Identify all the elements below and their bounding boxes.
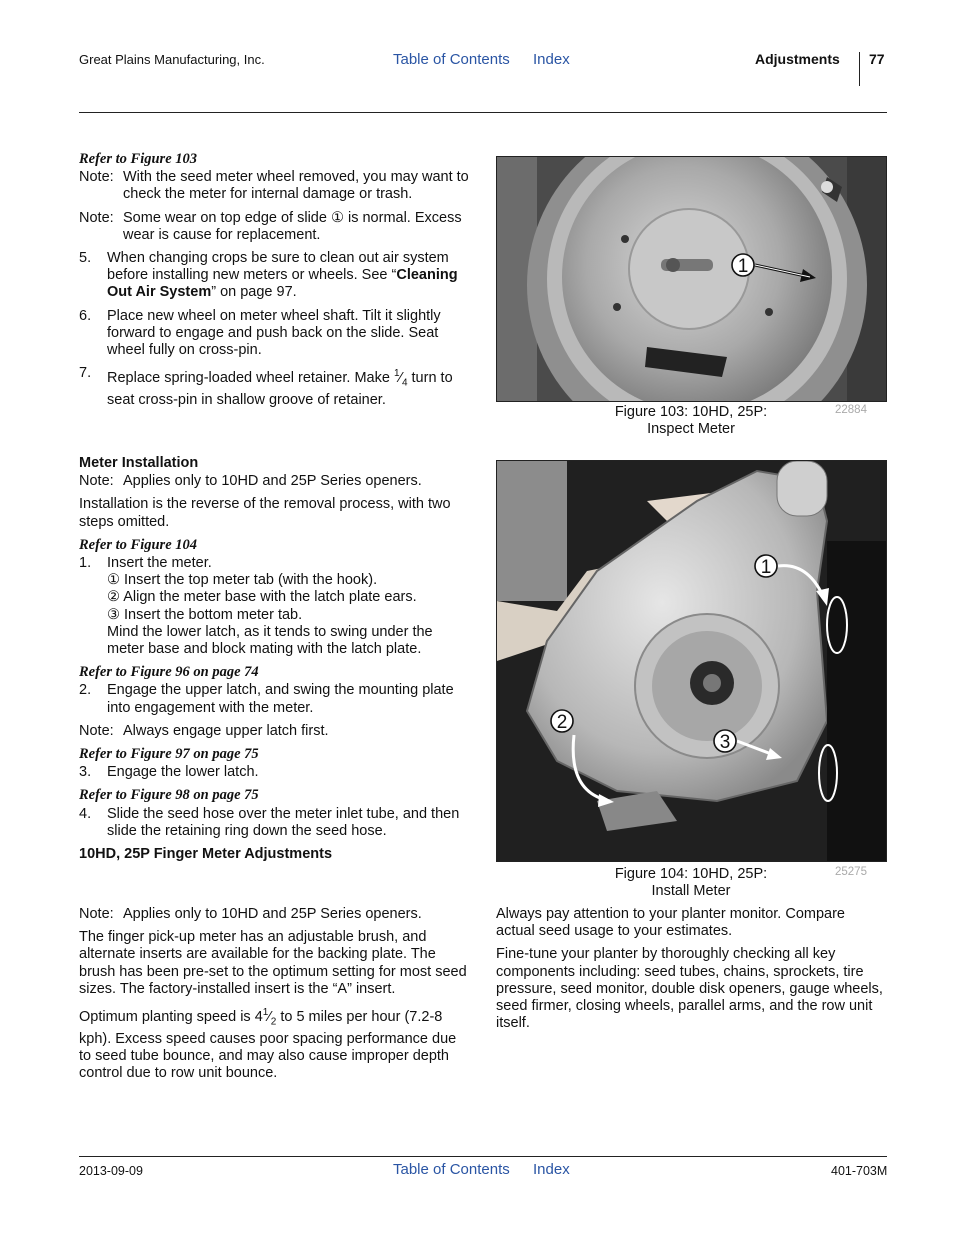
step-text: Insert the meter. (107, 555, 212, 572)
footer-index-link[interactable]: Index (533, 1161, 570, 1178)
note-text: Applies only to 10HD and 25P Series openers. (123, 473, 422, 490)
step-7 (79, 365, 469, 409)
footer-date: 2013-09-09 (79, 1164, 143, 1178)
callout-2-label: 2 (556, 712, 568, 733)
step-text: Slide the seed hose over the meter inlet tube, and then slide the retaining ring down the seed hose. (107, 805, 460, 839)
step-number: 5. (79, 250, 92, 267)
note-label: Note: (79, 473, 114, 490)
caption-line-2: Install Meter (651, 883, 731, 899)
paragraph-speed: Optimum planting speed is $4^1⁄_2$ to 5 miles per hour (7.2-8 kph). Excess speed causes poor spacing performance due to seed tube bounce, and may also cause improper depth control due to row unit bounce. (79, 1007, 457, 1082)
speed-text-b: to 5 miles per hour (7.2-8 kph). Excess speed causes poor spacing performance due to seed tube bounce, and may also cause improper depth control due to row unit bounce. (79, 1008, 457, 1082)
paragraph-fine-tune: Fine-tune your planter by thoroughly checking all key components including: seed tubes, chains, sprockets, tire pressure, seed monitor, double disk openers, gauge wheels, seed firmer, closing wheels, parallel arms, and the row unit itself. (496, 946, 883, 1032)
step-body (107, 555, 469, 658)
step-text (107, 250, 469, 302)
substep-1: ① Insert the top meter tab (with the hook). (107, 572, 378, 589)
step-number: 7. (79, 365, 92, 382)
note-meter-check (79, 169, 469, 203)
note-text: Always engage upper latch first. (123, 722, 329, 739)
cross-reference: Cleaning Out Air System (107, 267, 458, 301)
left-column-bottom (79, 906, 469, 1089)
figure-103-caption (560, 404, 822, 438)
caption-line-1: Figure 103: 10HD, 25P: (614, 404, 768, 420)
substep-2: ② Align the meter base with the latch plate ears. (107, 589, 417, 606)
document-number: 401-703M (831, 1164, 888, 1178)
ref-figure-96: Refer to Figure 96 on page 74 (79, 664, 259, 681)
index-link[interactable]: Index (533, 51, 570, 68)
tab-1-highlight (827, 597, 847, 653)
step-text-b: turn to seat cross-pin in shallow groove of retainer. (107, 370, 453, 409)
right-column-text (496, 906, 886, 1038)
paragraph-reverse: Installation is the reverse of the removal process, with two steps omitted. (79, 496, 451, 530)
note-label: Note: (79, 722, 114, 739)
note-slide-wear (79, 210, 469, 244)
note-applies (79, 473, 469, 490)
ref-figure-104: Refer to Figure 104 (79, 536, 198, 553)
note-label: Note: (79, 906, 114, 922)
note-text: Some wear on top edge of slide ① is normal. Excess wear is cause for replacement. (123, 209, 462, 243)
step-6 (79, 308, 469, 360)
fraction-numerator: 1 (262, 1007, 269, 1019)
ref-figure-98: Refer to Figure 98 on page 75 (79, 787, 259, 804)
speed-text-a: Optimum planting speed is 4 (79, 1008, 263, 1025)
note-text: Applies only to 10HD and 25P Series openers. (123, 906, 422, 922)
caption-line-2: Inspect Meter (647, 421, 735, 437)
paragraph-finger-meter: The finger pick-up meter has an adjustable brush, and alternate inserts are available for the backing plate. The brush has been pre-set to the optimum setting for most seed sizes. The factory-installed insert is the “A” insert. (79, 929, 467, 997)
step-number: 4. (79, 805, 92, 822)
caption-line-1: Figure 104: 10HD, 25P: (614, 866, 768, 882)
step-5 (79, 250, 469, 302)
figure-104-caption (560, 866, 822, 900)
footer-rule (79, 1156, 887, 1157)
fraction-denominator: 4 (401, 377, 408, 389)
footer-toc-link[interactable]: Table of Contents (393, 1161, 510, 1178)
step-number: 3. (79, 764, 92, 781)
step-number: 2. (79, 682, 92, 699)
section-title: Adjustments (755, 51, 840, 67)
step-text-a: Replace spring-loaded wheel retainer. Make (107, 370, 394, 387)
fraction-numerator: 1 (393, 368, 400, 380)
figure-103-number: 22884 (835, 404, 867, 416)
step-number: 1. (79, 555, 92, 572)
note-text: With the seed meter wheel removed, you may want to check the meter for internal damage or trash. (123, 169, 469, 203)
callout-3-label: 3 (719, 732, 731, 753)
substep-3: ③ Insert the bottom meter tab. (107, 606, 303, 623)
install-step-2 (79, 682, 469, 716)
step-number: 6. (79, 307, 92, 324)
ref-figure-103: Refer to Figure 103 (79, 151, 198, 167)
step-text: Replace spring-loaded wheel retainer. Make $^1⁄_4$ turn to seat cross-pin in shallow groove of retainer. (107, 368, 453, 409)
step-text: Engage the upper latch, and swing the mounting plate into engagement with the meter. (107, 682, 454, 716)
step-text-c: ” on page 97. (211, 284, 297, 301)
tab-3-highlight (819, 745, 837, 801)
substep-caution: Mind the lower latch, as it tends to swing under the meter base and block mating with the latch plate. (107, 623, 433, 658)
left-column-top (79, 151, 469, 415)
step-text: Place new wheel on meter wheel shaft. Tilt it slightly forward to engage and push back on the slide. Seat wheel fully on cross-pin. (107, 307, 441, 359)
note-upper-latch (79, 723, 469, 740)
header-divider (859, 52, 860, 86)
toc-link[interactable]: Table of Contents (393, 51, 510, 68)
note-applies-finger (79, 906, 469, 923)
fraction-denominator: 2 (270, 1016, 277, 1028)
heading-meter-installation: Meter Installation (79, 455, 199, 471)
left-column-middle (79, 455, 469, 864)
company-name: Great Plains Manufacturing, Inc. (79, 52, 265, 67)
figure-104-number: 25275 (835, 866, 867, 878)
note-label: Note: (79, 209, 114, 226)
ref-figure-97: Refer to Figure 97 on page 75 (79, 746, 259, 763)
note-label: Note: (79, 169, 114, 186)
install-step-4 (79, 806, 469, 840)
step-text: Engage the lower latch. (107, 764, 259, 781)
install-step-1 (79, 555, 469, 658)
heading-finger-meter: 10HD, 25P Finger Meter Adjustments (79, 846, 333, 863)
page-number: 77 (869, 51, 885, 67)
step-text-a: When changing crops be sure to clean out air system before installing new meters or wheels. See “ (107, 250, 449, 284)
paragraph-monitor: Always pay attention to your planter monitor. Compare actual seed usage to your estimates. (496, 906, 845, 940)
callout-1-label: 1 (737, 256, 749, 277)
figure-104-callouts (496, 460, 885, 860)
callout-1-label: 1 (760, 557, 772, 578)
header-rule (79, 112, 887, 113)
figure-103-callout (496, 156, 885, 400)
install-step-3 (79, 764, 469, 781)
